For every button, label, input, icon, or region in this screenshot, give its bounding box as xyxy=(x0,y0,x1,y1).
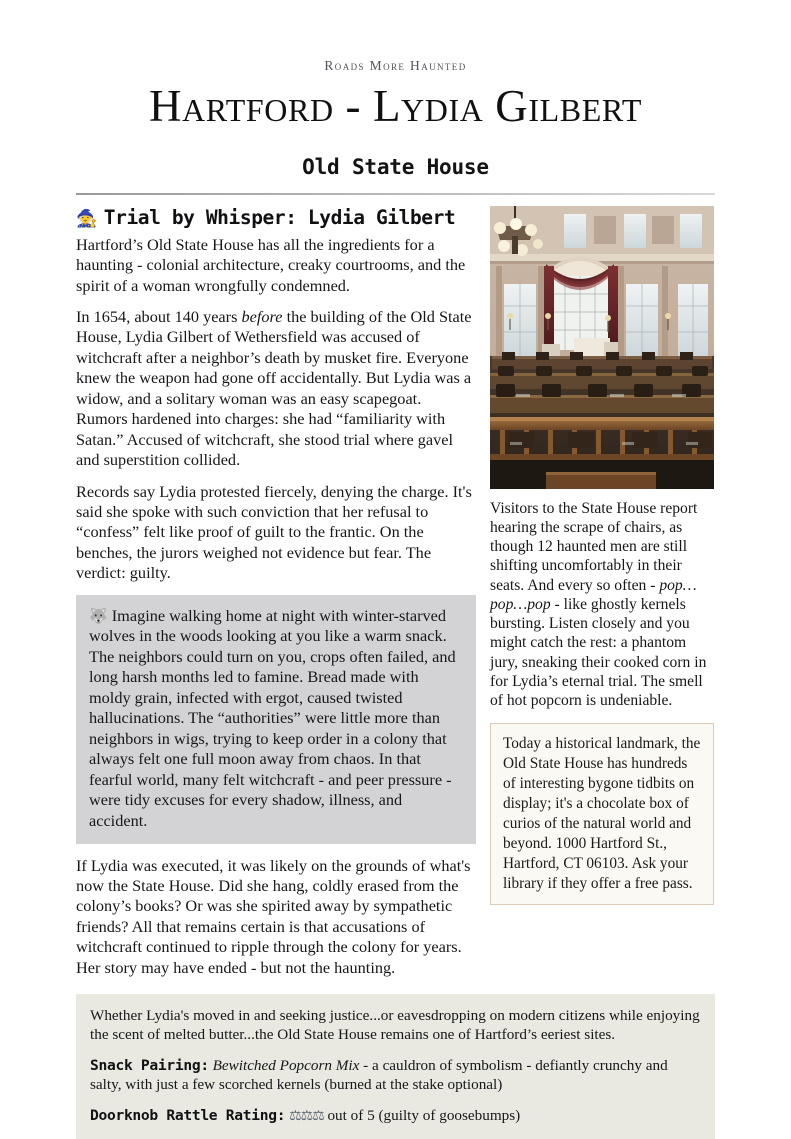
context-callout-box xyxy=(76,595,476,844)
main-column xyxy=(76,206,476,978)
article-paragraph-3: Records say Lydia protested fiercely, denying the charge. It's said she spoke with such conviction that her refusal to “confess” felt like proof of guilt to the frantic. On the benches, the jurors weighed not evidence but fear. The verdict: guilty. xyxy=(76,481,472,583)
snack-pairing-item: Bewitched Popcorn Mix xyxy=(212,1056,360,1074)
courtroom-photo xyxy=(490,206,714,489)
footer-summary: Whether Lydia's moved in and seeking justice...or eavesdropping on modern citizens while enjoying the scent of melted butter...the Old State House remains one of Hartford’s eeriest sites. xyxy=(90,1007,700,1044)
rating-text: out of 5 (guilty of goosebumps) xyxy=(323,1106,521,1124)
callout-text: Imagine walking home at night with winter-starved wolves in the woods looking at you like a warm snack. The neighbors could turn on you, crops often failed, and long harsh months led to famine. Bread made with moldy grain, infected with ergot, caused twisted hallucinations. The “authorities” were little more than neighbors in wigs, trying to keep order in a colony that always felt one full moon away from chaos. In that fearful world, many felt witchcraft - and peer pressure - were tidy excuses for every shadow, illness, and accident. xyxy=(89,605,456,830)
kicker: Roads More Haunted xyxy=(324,58,467,73)
article-heading xyxy=(76,206,476,229)
para2-part-b: the building of the Old State House, Lydia Gilbert of Wethersfield was accused of witchcraft after a neighbor’s death by musket fire. Everyone knew the weapon had gone off accidentally. But Lydia was a widow, and a solitary woman was an easy scapegoat. Rumors hardened into charges: she had “familiarity with Satan.” Accused of witchcraft, she stood trial where gavel and superstition collided. xyxy=(76,307,472,470)
wolf-icon: 🐺 xyxy=(89,606,108,625)
rating-label: Doorknob Rattle Rating: xyxy=(90,1106,286,1124)
sidebar-column xyxy=(490,206,714,906)
header-divider xyxy=(76,193,715,195)
article-heading-text: Trial by Whisper: Lydia Gilbert xyxy=(103,205,456,229)
rating-row xyxy=(90,1106,701,1126)
body-columns xyxy=(76,206,715,978)
visitor-info-box xyxy=(490,723,714,905)
caption-part-b: - like ghostly kernels bursting. Listen closely and you might catch the rest: a phantom jury, sneaking their cooked corn in for Lydia’s eternal trial. The smell of hot popcorn is undeniable. xyxy=(490,595,707,710)
footer-summary-box xyxy=(76,994,715,1139)
snack-pairing-text: - a cauldron of symbolism - defiantly crunchy and salty, with just a few scorched kernels (burned at the stake optional) xyxy=(90,1056,668,1094)
witch-icon: 🧙 xyxy=(76,208,97,229)
snack-pairing-row xyxy=(90,1056,701,1095)
para2-part-a: In 1654, about 140 years xyxy=(76,307,242,326)
article-paragraph-4: If Lydia was executed, it was likely on the grounds of what's now the State House. Did she hang, coldly erased from the colony’s books? Or was she spirited away by sympathetic friends? All that remains certain is that accusations of witchcraft continued to ripple through the colony for years. Her story may have ended - but not the haunting. xyxy=(76,855,471,977)
page-title: Hartford - Lydia Gilbert xyxy=(148,81,643,131)
article-paragraph-2 xyxy=(76,307,476,471)
snack-pairing-label: Snack Pairing: xyxy=(90,1056,209,1074)
page-subtitle: Old State House xyxy=(302,154,489,179)
article-paragraph-1: Hartford’s Old State House has all the ingredients for a haunting - colonial architecture, creaky courtrooms, and the spirit of a woman wrongfully condemned. xyxy=(76,234,466,295)
photo-caption xyxy=(490,499,714,711)
callout-text-wrap xyxy=(89,606,463,832)
visitor-info-text: Today a historical landmark, the Old State House has hundreds of interesting bygone tidbits on display; it's a chocolate box of curios of the natural world and beyond. 1000 Hartford St., Hartford, CT 06103. Ask your library if they offer a free pass. xyxy=(503,735,701,892)
balance-scale-icon: ⚖⚖⚖ xyxy=(288,1107,324,1124)
para2-emphasis: before xyxy=(241,307,283,326)
newsletter-page xyxy=(0,58,791,1124)
caption-emphasis: pop…pop…pop xyxy=(490,576,697,613)
caption-part-a: Visitors to the State House report hearing the scrape of chairs, as though 12 haunted men are still shifting uncomfortably in their seats. And every so often - xyxy=(490,499,698,594)
